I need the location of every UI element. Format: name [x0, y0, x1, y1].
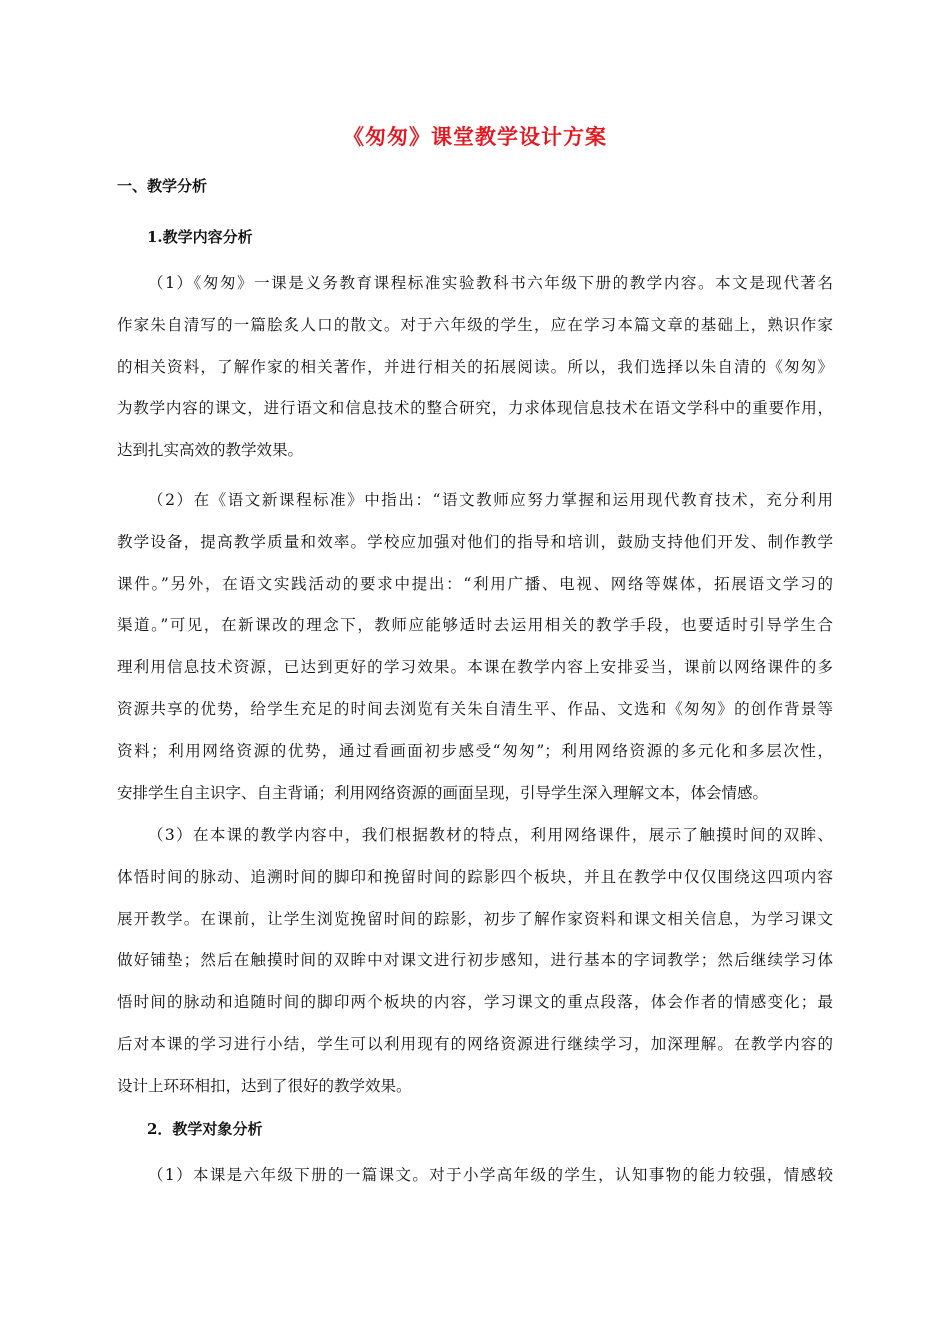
paragraph-line: （1）《匆匆》一课是义务教育课程标准实验教科书六年级下册的教学内容。本文是现代著名	[148, 274, 833, 292]
paragraph-line: 为教学内容的课文，进行语文和信息技术的整合研究，力求体现信息技术在语文学科中的重要作用，	[117, 399, 833, 418]
paragraph-line: 体悟时间的脉动、追溯时间的脚印和挽留时间的踪影四个板块，并且在教学中仅仅围绕这四项内容	[117, 867, 833, 886]
paragraph-line: 渠道。”可见，在新课改的理念下，教师应能够适时去运用相关的教学手段，也要适时引导学生合	[117, 616, 833, 635]
paragraph-line: （2）在《语文新课程标准》中指出：“语文教师应努力掌握和运用现代教育技术，充分利用	[148, 491, 833, 509]
paragraph-content-2	[117, 480, 833, 814]
paragraph-line: 悟时间的脉动和追随时间的脚印两个板块的内容，学习课文的重点段落，体会作者的情感变化；最	[117, 993, 833, 1012]
paragraph-line: （3）在本课的教学内容中，我们根据教材的特点，利用网络课件，展示了触摸时间的双眸、	[148, 826, 833, 844]
paragraph-line: 课件。”另外，在语文实践活动的要求中提出：“利用广播、电视、网络等媒体，拓展语文学习的	[117, 574, 833, 593]
paragraph-line: （1）本课是六年级下册的一篇课文。对于小学高年级的学生，认知事物的能力较强，情感较	[148, 1166, 833, 1184]
paragraph-content-1	[117, 263, 833, 472]
paragraph-line: 教学设备，提高教学质量和效率。学校应加强对他们的指导和培训，鼓励支持他们开发、制作教学	[117, 532, 833, 551]
paragraph-line: 展开教学。在课前，让学生浏览挽留时间的踪影，初步了解作家资料和课文相关信息，为学习课文	[117, 909, 833, 928]
paragraph-audience-1	[117, 1155, 833, 1197]
paragraph-line: 后对本课的学习进行小结，学生可以利用现有的网络资源进行继续学习，加深理解。在教学内容的	[117, 1034, 833, 1053]
paragraph-line: 资料；利用网络资源的优势，通过看画面初步感受“匆匆”；利用网络资源的多元化和多层次性，	[117, 741, 833, 760]
paragraph-line: 作家朱自清写的一篇脍炙人口的散文。对于六年级的学生，应在学习本篇文章的基础上，熟识作家	[117, 315, 833, 334]
paragraph-line: 理利用信息技术资源，已达到更好的学习效果。本课在教学内容上安排妥当，课前以网络课件的多	[117, 658, 833, 677]
subsection-heading-audience-analysis: 2．教学对象分析	[147, 1120, 263, 1138]
paragraph-line: 达到扎实高效的教学效果。	[117, 441, 304, 460]
subsection-heading-content-analysis: 1.教学内容分析	[147, 228, 253, 246]
document-title: 《匆匆》课堂教学设计方案	[343, 124, 607, 149]
paragraph-content-3	[117, 815, 833, 1108]
paragraph-line: 安排学生自主识字、自主背诵；利用网络资源的画面呈现，引导学生深入理解文本，体会情感。	[117, 783, 769, 802]
paragraph-line: 做好铺垫；然后在触摸时间的双眸中对课文进行初步感知，进行基本的字词教学；然后继续学习体	[117, 951, 833, 970]
section-heading-teaching-analysis: 一、教学分析	[117, 177, 208, 195]
paragraph-line: 资源共享的优势，给学生充足的时间去浏览有关朱自清生平、作品、文选和《匆匆》的创作背景等	[117, 699, 833, 718]
paragraph-line: 的相关资料，了解作家的相关著作，并进行相关的拓展阅读。所以，我们选择以朱自清的《匆匆》	[117, 357, 833, 376]
paragraph-line: 设计上环环相扣，达到了很好的教学效果。	[117, 1076, 412, 1095]
